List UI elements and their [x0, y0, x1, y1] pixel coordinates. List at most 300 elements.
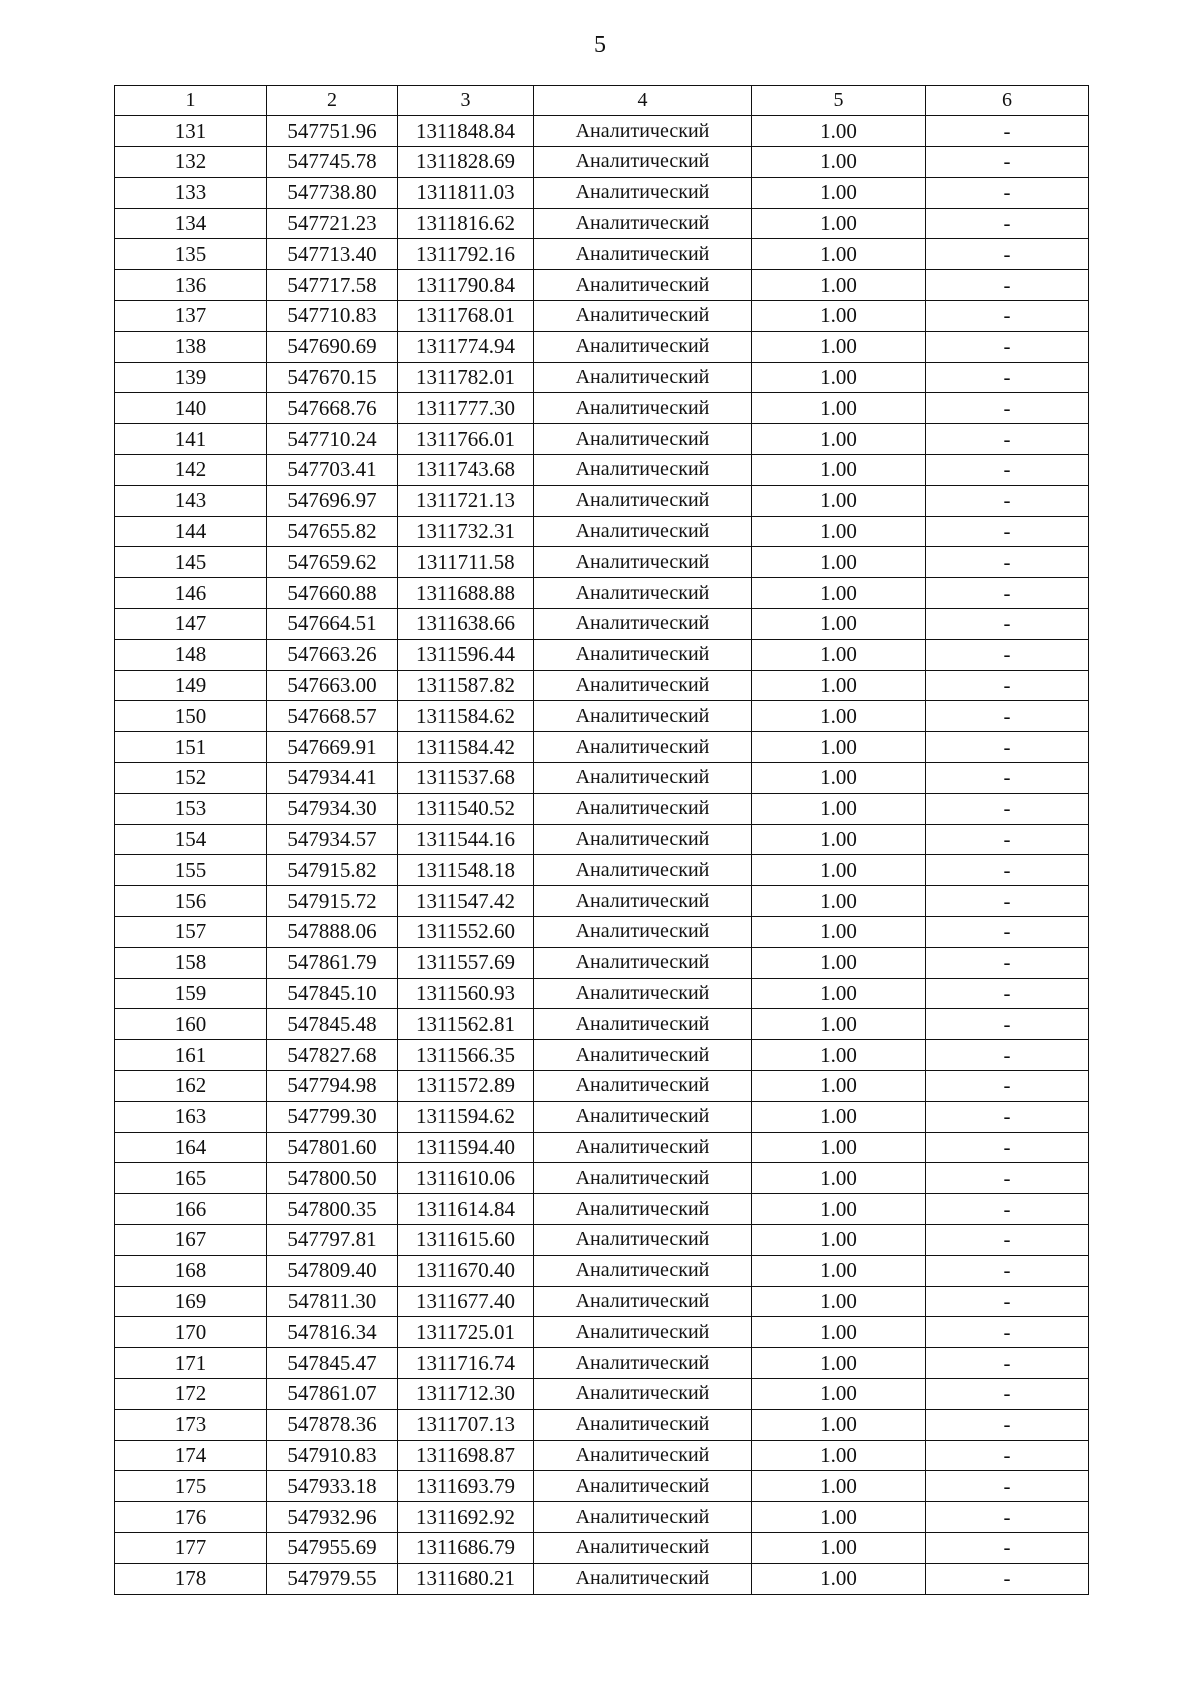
accuracy-cell: 1.00 — [752, 1009, 926, 1040]
description-cell: - — [926, 547, 1089, 578]
method-cell: Аналитический — [534, 639, 752, 670]
y-coordinate-cell: 1311584.62 — [398, 701, 534, 732]
table-row — [115, 763, 1089, 794]
description-cell: - — [926, 1409, 1089, 1440]
method-cell: Аналитический — [534, 331, 752, 362]
table-row — [115, 147, 1089, 178]
accuracy-cell: 1.00 — [752, 1101, 926, 1132]
description-cell: - — [926, 1163, 1089, 1194]
method-cell: Аналитический — [534, 1009, 752, 1040]
x-coordinate-cell: 547934.57 — [267, 824, 398, 855]
method-cell: Аналитический — [534, 1224, 752, 1255]
accuracy-cell: 1.00 — [752, 1378, 926, 1409]
x-coordinate-cell: 547934.41 — [267, 763, 398, 794]
table-row — [115, 793, 1089, 824]
accuracy-cell: 1.00 — [752, 1409, 926, 1440]
accuracy-cell: 1.00 — [752, 331, 926, 362]
point-number-cell: 169 — [115, 1286, 267, 1317]
y-coordinate-cell: 1311766.01 — [398, 424, 534, 455]
x-coordinate-cell: 547861.79 — [267, 947, 398, 978]
method-cell: Аналитический — [534, 485, 752, 516]
accuracy-cell: 1.00 — [752, 1532, 926, 1563]
y-coordinate-cell: 1311540.52 — [398, 793, 534, 824]
x-coordinate-cell: 547809.40 — [267, 1255, 398, 1286]
table-row — [115, 1040, 1089, 1071]
x-coordinate-cell: 547811.30 — [267, 1286, 398, 1317]
method-cell: Аналитический — [534, 1409, 752, 1440]
description-cell: - — [926, 947, 1089, 978]
method-cell: Аналитический — [534, 1348, 752, 1379]
point-number-cell: 135 — [115, 239, 267, 270]
y-coordinate-cell: 1311743.68 — [398, 455, 534, 486]
table-row — [115, 516, 1089, 547]
point-number-cell: 177 — [115, 1532, 267, 1563]
accuracy-cell: 1.00 — [752, 1224, 926, 1255]
accuracy-cell: 1.00 — [752, 855, 926, 886]
table-row — [115, 609, 1089, 640]
table-row — [115, 1009, 1089, 1040]
point-number-cell: 146 — [115, 578, 267, 609]
header-row — [115, 86, 1089, 116]
description-cell: - — [926, 793, 1089, 824]
y-coordinate-cell: 1311707.13 — [398, 1409, 534, 1440]
y-coordinate-cell: 1311774.94 — [398, 331, 534, 362]
y-coordinate-cell: 1311547.42 — [398, 886, 534, 917]
accuracy-cell: 1.00 — [752, 1040, 926, 1071]
x-coordinate-cell: 547713.40 — [267, 239, 398, 270]
accuracy-cell: 1.00 — [752, 116, 926, 147]
x-coordinate-cell: 547659.62 — [267, 547, 398, 578]
header-cell-6: 6 — [926, 86, 1089, 116]
table-row — [115, 485, 1089, 516]
accuracy-cell: 1.00 — [752, 1163, 926, 1194]
table-row — [115, 1194, 1089, 1225]
point-number-cell: 134 — [115, 208, 267, 239]
point-number-cell: 132 — [115, 147, 267, 178]
point-number-cell: 137 — [115, 301, 267, 332]
table-row — [115, 1101, 1089, 1132]
y-coordinate-cell: 1311716.74 — [398, 1348, 534, 1379]
point-number-cell: 178 — [115, 1563, 267, 1594]
method-cell: Аналитический — [534, 547, 752, 578]
table-row — [115, 978, 1089, 1009]
table-row — [115, 547, 1089, 578]
method-cell: Аналитический — [534, 1163, 752, 1194]
table-row — [115, 1563, 1089, 1594]
description-cell: - — [926, 301, 1089, 332]
description-cell: - — [926, 1378, 1089, 1409]
accuracy-cell: 1.00 — [752, 1194, 926, 1225]
y-coordinate-cell: 1311560.93 — [398, 978, 534, 1009]
table-header — [115, 86, 1089, 116]
method-cell: Аналитический — [534, 793, 752, 824]
table-row — [115, 701, 1089, 732]
accuracy-cell: 1.00 — [752, 1348, 926, 1379]
description-cell: - — [926, 1563, 1089, 1594]
method-cell: Аналитический — [534, 578, 752, 609]
accuracy-cell: 1.00 — [752, 485, 926, 516]
accuracy-cell: 1.00 — [752, 947, 926, 978]
description-cell: - — [926, 1194, 1089, 1225]
accuracy-cell: 1.00 — [752, 609, 926, 640]
description-cell: - — [926, 1071, 1089, 1102]
accuracy-cell: 1.00 — [752, 301, 926, 332]
table-row — [115, 424, 1089, 455]
point-number-cell: 166 — [115, 1194, 267, 1225]
description-cell: - — [926, 362, 1089, 393]
accuracy-cell: 1.00 — [752, 270, 926, 301]
y-coordinate-cell: 1311698.87 — [398, 1440, 534, 1471]
x-coordinate-cell: 547933.18 — [267, 1471, 398, 1502]
point-number-cell: 171 — [115, 1348, 267, 1379]
point-number-cell: 176 — [115, 1502, 267, 1533]
point-number-cell: 175 — [115, 1471, 267, 1502]
header-cell-3: 3 — [398, 86, 534, 116]
point-number-cell: 153 — [115, 793, 267, 824]
method-cell: Аналитический — [534, 1502, 752, 1533]
table-row — [115, 947, 1089, 978]
table-row — [115, 1532, 1089, 1563]
description-cell: - — [926, 331, 1089, 362]
description-cell: - — [926, 1132, 1089, 1163]
description-cell: - — [926, 208, 1089, 239]
point-number-cell: 157 — [115, 917, 267, 948]
method-cell: Аналитический — [534, 917, 752, 948]
description-cell: - — [926, 609, 1089, 640]
y-coordinate-cell: 1311557.69 — [398, 947, 534, 978]
y-coordinate-cell: 1311594.40 — [398, 1132, 534, 1163]
description-cell: - — [926, 1040, 1089, 1071]
point-number-cell: 148 — [115, 639, 267, 670]
table-row — [115, 639, 1089, 670]
x-coordinate-cell: 547738.80 — [267, 177, 398, 208]
header-cell-4: 4 — [534, 86, 752, 116]
x-coordinate-cell: 547663.26 — [267, 639, 398, 670]
x-coordinate-cell: 547669.91 — [267, 732, 398, 763]
x-coordinate-cell: 547799.30 — [267, 1101, 398, 1132]
x-coordinate-cell: 547660.88 — [267, 578, 398, 609]
header-cell-2: 2 — [267, 86, 398, 116]
point-number-cell: 174 — [115, 1440, 267, 1471]
y-coordinate-cell: 1311711.58 — [398, 547, 534, 578]
point-number-cell: 141 — [115, 424, 267, 455]
y-coordinate-cell: 1311721.13 — [398, 485, 534, 516]
point-number-cell: 170 — [115, 1317, 267, 1348]
accuracy-cell: 1.00 — [752, 763, 926, 794]
accuracy-cell: 1.00 — [752, 547, 926, 578]
accuracy-cell: 1.00 — [752, 917, 926, 948]
point-number-cell: 154 — [115, 824, 267, 855]
y-coordinate-cell: 1311594.62 — [398, 1101, 534, 1132]
y-coordinate-cell: 1311792.16 — [398, 239, 534, 270]
x-coordinate-cell: 547751.96 — [267, 116, 398, 147]
point-number-cell: 149 — [115, 670, 267, 701]
point-number-cell: 163 — [115, 1101, 267, 1132]
x-coordinate-cell: 547915.72 — [267, 886, 398, 917]
x-coordinate-cell: 547878.36 — [267, 1409, 398, 1440]
accuracy-cell: 1.00 — [752, 701, 926, 732]
x-coordinate-cell: 547910.83 — [267, 1440, 398, 1471]
page-number: 5 — [594, 32, 606, 58]
y-coordinate-cell: 1311768.01 — [398, 301, 534, 332]
description-cell: - — [926, 824, 1089, 855]
x-coordinate-cell: 547979.55 — [267, 1563, 398, 1594]
table-row — [115, 670, 1089, 701]
description-cell: - — [926, 116, 1089, 147]
point-number-cell: 173 — [115, 1409, 267, 1440]
y-coordinate-cell: 1311777.30 — [398, 393, 534, 424]
x-coordinate-cell: 547664.51 — [267, 609, 398, 640]
table-row — [115, 917, 1089, 948]
description-cell: - — [926, 177, 1089, 208]
table-row — [115, 1409, 1089, 1440]
y-coordinate-cell: 1311782.01 — [398, 362, 534, 393]
description-cell: - — [926, 1255, 1089, 1286]
method-cell: Аналитический — [534, 1563, 752, 1594]
y-coordinate-cell: 1311566.35 — [398, 1040, 534, 1071]
method-cell: Аналитический — [534, 670, 752, 701]
y-coordinate-cell: 1311548.18 — [398, 855, 534, 886]
method-cell: Аналитический — [534, 1286, 752, 1317]
method-cell: Аналитический — [534, 270, 752, 301]
point-number-cell: 168 — [115, 1255, 267, 1286]
method-cell: Аналитический — [534, 1194, 752, 1225]
x-coordinate-cell: 547955.69 — [267, 1532, 398, 1563]
method-cell: Аналитический — [534, 978, 752, 1009]
accuracy-cell: 1.00 — [752, 1440, 926, 1471]
table-row — [115, 732, 1089, 763]
x-coordinate-cell: 547827.68 — [267, 1040, 398, 1071]
x-coordinate-cell: 547710.24 — [267, 424, 398, 455]
x-coordinate-cell: 547888.06 — [267, 917, 398, 948]
method-cell: Аналитический — [534, 1378, 752, 1409]
description-cell: - — [926, 393, 1089, 424]
x-coordinate-cell: 547794.98 — [267, 1071, 398, 1102]
accuracy-cell: 1.00 — [752, 455, 926, 486]
point-number-cell: 150 — [115, 701, 267, 732]
point-number-cell: 133 — [115, 177, 267, 208]
point-number-cell: 164 — [115, 1132, 267, 1163]
y-coordinate-cell: 1311680.21 — [398, 1563, 534, 1594]
description-cell: - — [926, 763, 1089, 794]
x-coordinate-cell: 547861.07 — [267, 1378, 398, 1409]
method-cell: Аналитический — [534, 362, 752, 393]
y-coordinate-cell: 1311693.79 — [398, 1471, 534, 1502]
point-number-cell: 144 — [115, 516, 267, 547]
method-cell: Аналитический — [534, 701, 752, 732]
description-cell: - — [926, 1440, 1089, 1471]
y-coordinate-cell: 1311596.44 — [398, 639, 534, 670]
description-cell: - — [926, 424, 1089, 455]
method-cell: Аналитический — [534, 1040, 752, 1071]
accuracy-cell: 1.00 — [752, 732, 926, 763]
table-row — [115, 1471, 1089, 1502]
description-cell: - — [926, 239, 1089, 270]
x-coordinate-cell: 547800.35 — [267, 1194, 398, 1225]
x-coordinate-cell: 547816.34 — [267, 1317, 398, 1348]
method-cell: Аналитический — [534, 1255, 752, 1286]
x-coordinate-cell: 547800.50 — [267, 1163, 398, 1194]
description-cell: - — [926, 270, 1089, 301]
accuracy-cell: 1.00 — [752, 639, 926, 670]
table-row — [115, 886, 1089, 917]
method-cell: Аналитический — [534, 855, 752, 886]
description-cell: - — [926, 1502, 1089, 1533]
accuracy-cell: 1.00 — [752, 1286, 926, 1317]
table-row — [115, 1348, 1089, 1379]
table-row — [115, 855, 1089, 886]
description-cell: - — [926, 855, 1089, 886]
method-cell: Аналитический — [534, 455, 752, 486]
y-coordinate-cell: 1311614.84 — [398, 1194, 534, 1225]
x-coordinate-cell: 547663.00 — [267, 670, 398, 701]
description-cell: - — [926, 485, 1089, 516]
method-cell: Аналитический — [534, 516, 752, 547]
y-coordinate-cell: 1311587.82 — [398, 670, 534, 701]
point-number-cell: 161 — [115, 1040, 267, 1071]
x-coordinate-cell: 547801.60 — [267, 1132, 398, 1163]
table-row — [115, 362, 1089, 393]
point-number-cell: 136 — [115, 270, 267, 301]
accuracy-cell: 1.00 — [752, 1255, 926, 1286]
header-cell-5: 5 — [752, 86, 926, 116]
y-coordinate-cell: 1311712.30 — [398, 1378, 534, 1409]
table-body — [115, 116, 1089, 1594]
accuracy-cell: 1.00 — [752, 1563, 926, 1594]
point-number-cell: 155 — [115, 855, 267, 886]
description-cell: - — [926, 917, 1089, 948]
method-cell: Аналитический — [534, 1101, 752, 1132]
method-cell: Аналитический — [534, 147, 752, 178]
point-number-cell: 151 — [115, 732, 267, 763]
accuracy-cell: 1.00 — [752, 793, 926, 824]
x-coordinate-cell: 547717.58 — [267, 270, 398, 301]
accuracy-cell: 1.00 — [752, 177, 926, 208]
table-row — [115, 1255, 1089, 1286]
table-row — [115, 301, 1089, 332]
y-coordinate-cell: 1311688.88 — [398, 578, 534, 609]
method-cell: Аналитический — [534, 239, 752, 270]
accuracy-cell: 1.00 — [752, 1502, 926, 1533]
coordinates-table — [114, 85, 1089, 1595]
method-cell: Аналитический — [534, 1132, 752, 1163]
y-coordinate-cell: 1311615.60 — [398, 1224, 534, 1255]
description-cell: - — [926, 886, 1089, 917]
y-coordinate-cell: 1311790.84 — [398, 270, 534, 301]
x-coordinate-cell: 547655.82 — [267, 516, 398, 547]
method-cell: Аналитический — [534, 763, 752, 794]
description-cell: - — [926, 701, 1089, 732]
accuracy-cell: 1.00 — [752, 1471, 926, 1502]
y-coordinate-cell: 1311638.66 — [398, 609, 534, 640]
y-coordinate-cell: 1311732.31 — [398, 516, 534, 547]
table-row — [115, 1224, 1089, 1255]
point-number-cell: 147 — [115, 609, 267, 640]
x-coordinate-cell: 547690.69 — [267, 331, 398, 362]
point-number-cell: 138 — [115, 331, 267, 362]
point-number-cell: 140 — [115, 393, 267, 424]
accuracy-cell: 1.00 — [752, 424, 926, 455]
x-coordinate-cell: 547845.10 — [267, 978, 398, 1009]
table-row — [115, 1163, 1089, 1194]
description-cell: - — [926, 578, 1089, 609]
table-row — [115, 1378, 1089, 1409]
accuracy-cell: 1.00 — [752, 516, 926, 547]
method-cell: Аналитический — [534, 424, 752, 455]
point-number-cell: 152 — [115, 763, 267, 794]
description-cell: - — [926, 1532, 1089, 1563]
method-cell: Аналитический — [534, 177, 752, 208]
y-coordinate-cell: 1311562.81 — [398, 1009, 534, 1040]
description-cell: - — [926, 516, 1089, 547]
description-cell: - — [926, 1009, 1089, 1040]
point-number-cell: 156 — [115, 886, 267, 917]
point-number-cell: 158 — [115, 947, 267, 978]
point-number-cell: 143 — [115, 485, 267, 516]
x-coordinate-cell: 547668.57 — [267, 701, 398, 732]
table-row — [115, 116, 1089, 147]
table-row — [115, 578, 1089, 609]
x-coordinate-cell: 547721.23 — [267, 208, 398, 239]
description-cell: - — [926, 1317, 1089, 1348]
x-coordinate-cell: 547845.48 — [267, 1009, 398, 1040]
point-number-cell: 131 — [115, 116, 267, 147]
point-number-cell: 139 — [115, 362, 267, 393]
x-coordinate-cell: 547932.96 — [267, 1502, 398, 1533]
x-coordinate-cell: 547668.76 — [267, 393, 398, 424]
accuracy-cell: 1.00 — [752, 362, 926, 393]
y-coordinate-cell: 1311544.16 — [398, 824, 534, 855]
y-coordinate-cell: 1311552.60 — [398, 917, 534, 948]
y-coordinate-cell: 1311572.89 — [398, 1071, 534, 1102]
method-cell: Аналитический — [534, 886, 752, 917]
method-cell: Аналитический — [534, 393, 752, 424]
point-number-cell: 145 — [115, 547, 267, 578]
table-row — [115, 824, 1089, 855]
y-coordinate-cell: 1311725.01 — [398, 1317, 534, 1348]
point-number-cell: 142 — [115, 455, 267, 486]
table-row — [115, 1502, 1089, 1533]
accuracy-cell: 1.00 — [752, 1071, 926, 1102]
method-cell: Аналитический — [534, 301, 752, 332]
accuracy-cell: 1.00 — [752, 578, 926, 609]
description-cell: - — [926, 1286, 1089, 1317]
x-coordinate-cell: 547797.81 — [267, 1224, 398, 1255]
table-row — [115, 239, 1089, 270]
accuracy-cell: 1.00 — [752, 208, 926, 239]
y-coordinate-cell: 1311537.68 — [398, 763, 534, 794]
description-cell: - — [926, 1471, 1089, 1502]
y-coordinate-cell: 1311686.79 — [398, 1532, 534, 1563]
accuracy-cell: 1.00 — [752, 393, 926, 424]
table-row — [115, 270, 1089, 301]
y-coordinate-cell: 1311811.03 — [398, 177, 534, 208]
method-cell: Аналитический — [534, 1317, 752, 1348]
x-coordinate-cell: 547934.30 — [267, 793, 398, 824]
y-coordinate-cell: 1311610.06 — [398, 1163, 534, 1194]
description-cell: - — [926, 670, 1089, 701]
point-number-cell: 160 — [115, 1009, 267, 1040]
point-number-cell: 159 — [115, 978, 267, 1009]
accuracy-cell: 1.00 — [752, 239, 926, 270]
point-number-cell: 172 — [115, 1378, 267, 1409]
y-coordinate-cell: 1311670.40 — [398, 1255, 534, 1286]
table-row — [115, 1440, 1089, 1471]
table-row — [115, 455, 1089, 486]
table-row — [115, 208, 1089, 239]
description-cell: - — [926, 978, 1089, 1009]
description-cell: - — [926, 1348, 1089, 1379]
